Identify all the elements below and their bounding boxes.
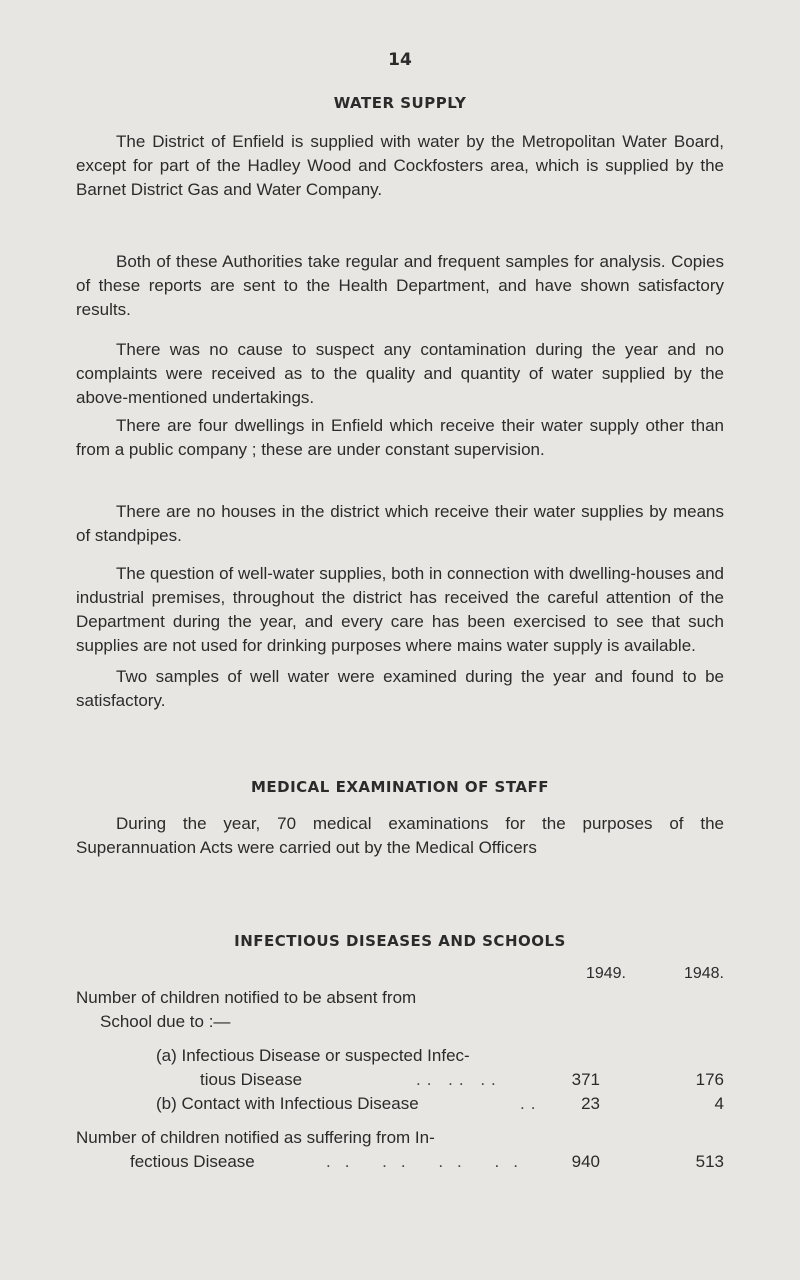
row-a-value-1949: 371 [571, 1070, 600, 1089]
row-b-label: (b) Contact with Infectious Disease [156, 1094, 419, 1113]
suffering-value-1948: 513 [695, 1152, 724, 1171]
column-header-1949: 1949. [585, 965, 626, 982]
row-a-leader-dots: .. .. .. [416, 1070, 502, 1089]
suffering-label-line1: Number of children notified as suffering from In- [76, 1128, 435, 1147]
water-para-1: The District of Enfield is supplied with water by the Metropolitan Water Board, except for part of the Hadley Wood and Cockfosters area, which is supplied by the Barnet District Gas and Water Company. [76, 132, 724, 199]
infectious-diseases-heading: INFECTIOUS DISEASES AND SCHOOLS [234, 932, 566, 950]
water-para-2: Both of these Authorities take regular and frequent samples for analysis. Copies of these reports are sent to the Health Department, and have shown satisfactory results. [76, 252, 724, 319]
row-b-value-1948: 4 [714, 1094, 724, 1113]
water-supply-heading: WATER SUPPLY [333, 94, 467, 112]
water-para-3: There was no cause to suspect any contamination during the year and no complaints were received as to the quality and quantity of water supplied by the above-mentioned undertakings. [76, 340, 724, 407]
water-para-4: There are four dwellings in Enfield which receive their water supply other than from a public company ; these are under constant supervision. [76, 416, 724, 459]
row-b-value-1949: 23 [581, 1094, 600, 1113]
absent-intro-line1: Number of children notified to be absent from [76, 988, 417, 1007]
water-para-5: There are no houses in the district which receive their water supplies by means of standpipes. [76, 502, 724, 545]
suffering-leader-dots: .. .. .. .. [326, 1152, 532, 1171]
page-number: 14 [388, 50, 412, 70]
medical-para: During the year, 70 medical examinations for the purposes of the Superannuation Acts were carried out by the Medical Officers [76, 814, 724, 857]
suffering-label-line2: fectious Disease [130, 1152, 255, 1171]
medical-examination-heading: MEDICAL EXAMINATION OF STAFF [250, 778, 550, 796]
row-a-value-1948: 176 [695, 1070, 724, 1089]
row-a-label-line2: tious Disease [200, 1070, 303, 1089]
row-a-label-line1: (a) Infectious Disease or suspected Infec- [156, 1046, 470, 1065]
row-b-leader-dots: .. [520, 1094, 542, 1113]
water-para-7: Two samples of well water were examined during the year and found to be satisfactory. [76, 667, 724, 710]
suffering-value-1949: 940 [571, 1152, 600, 1171]
absent-intro-line2: School due to :— [100, 1012, 231, 1031]
water-para-6: The question of well-water supplies, both in connection with dwelling-houses and industrial premises, throughout the district has received the careful attention of the Department during the year, and every care has been exercised to see that such supplies are not used for drinking purposes where mains water supply is available. [76, 564, 724, 655]
column-header-1948: 1948. [683, 965, 724, 982]
